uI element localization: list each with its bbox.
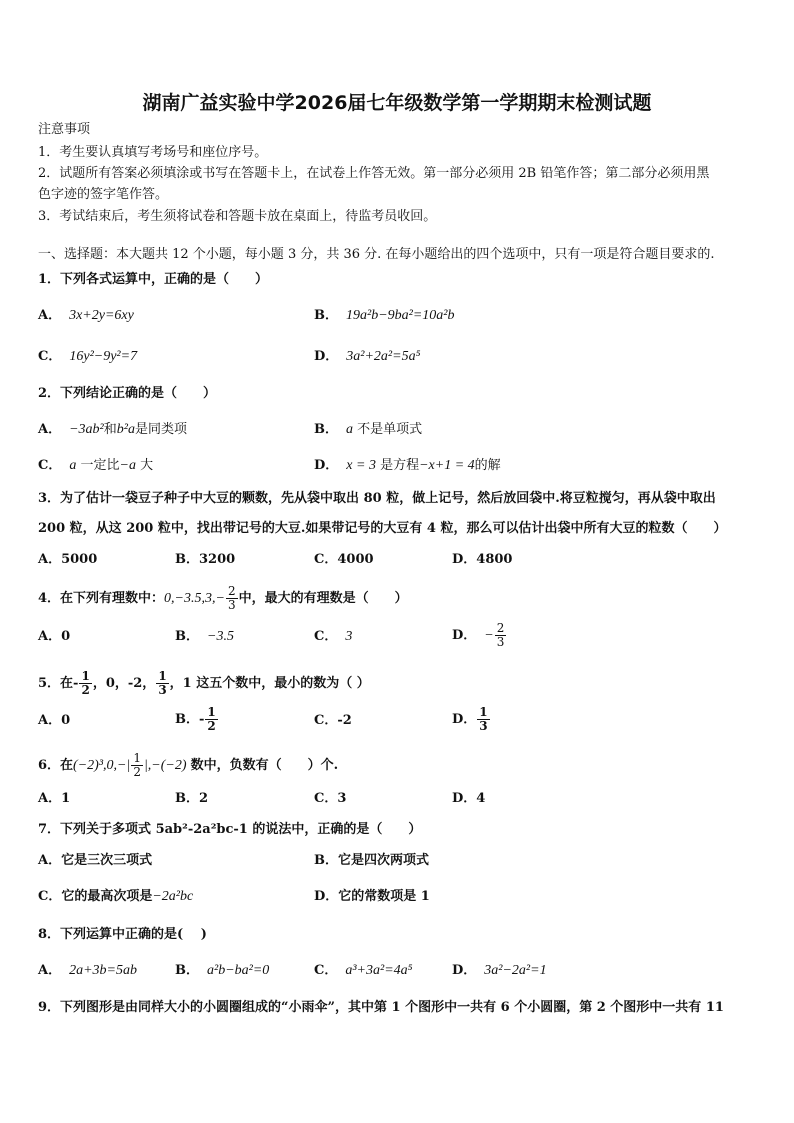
question-1-stem: 1．下列各式运算中，正确的是（ ） [38,272,269,287]
question-8-option-c: C． a³+3a²=4a⁵ [314,963,413,978]
notice-item-1: 1．考生要认真填写考场号和座位序号。 [38,145,268,160]
question-7-option-b: B．它是四次两项式 [314,853,429,868]
question-1-option-c: C． 16y²−9y²=7 [38,349,138,364]
question-5-option-c: C．-2 [314,713,352,728]
question-3-option-d: D．4800 [452,552,513,567]
question-1-option-d: D． 3a²+2a²=5a⁵ [314,349,421,364]
question-7-option-c: C．它的最高次项是−2a²bc [38,889,194,904]
question-7-option-a: A．它是三次三项式 [38,853,153,868]
question-1-option-b: B． 19a²b−9ba²=10a²b [314,308,455,323]
question-9-stem-line-1: 9．下列图形是由同样大小的小圆圈组成的“小雨伞”，其中第 1 个图形中一共有 6 个小圆圈，第 2 个图形中一共有 11 [38,1000,724,1015]
question-4-option-c: C． 3 [314,629,353,644]
question-6-option-a: A．1 [38,791,71,806]
question-5-option-b: B．- $\frac{1}{2}$ [175,705,216,733]
question-3-option-c: C．4000 [314,552,374,567]
question-6-option-c: C．3 [314,791,347,806]
section-heading: 一、选择题：本大题共 12 个小题，每小题 3 分，共 36 分. 在每小题给出的四个选项中，只有一项是符合题目要求的. [38,247,715,262]
question-6-option-d: D．4 [452,791,486,806]
question-3-stem-line-1: 3．为了估计一袋豆子种子中大豆的颗数，先从袋中取出 80 粒，做上记号，然后放回袋中.将豆粒搅匀，再从袋中取出 [38,491,716,506]
notice-heading: 注意事项 [38,122,91,137]
question-6-stem: 6．在(−2)³,0,−| $\frac{1}{2}$ |,−(−2) 数中，负数有（ ）个. [38,751,339,779]
question-2-option-b: B． a 不是单项式 [314,422,423,437]
question-5-stem: 5．在- $\frac{1}{2}$ ，0，-2， $\frac{1}{3}$ ，1 这五个数中，最小的数为（ ） [38,669,370,697]
notice-item-2: 2．试题所有答案必须填涂或书写在答题卡上，在试卷上作答无效。第一部分必须用 2B 铅笔作答；第二部分必须用黑 [38,166,710,181]
question-1-option-a: A． 3x+2y=6xy [38,308,134,323]
question-2-stem: 2．下列结论正确的是（ ） [38,386,217,401]
question-5-option-a: A．0 [38,713,71,728]
notice-item-2-cont: 色字迹的签字笔作答。 [38,187,169,202]
question-8-option-d: D． 3a²−2a²=1 [452,963,547,978]
question-4-stem: 4．在下列有理数中：0,−3.5,3,− $\frac{2}{3}$ 中，最大的有理数是（ ） [38,584,408,612]
question-8-option-a: A． 2a+3b=5ab [38,963,137,978]
question-2-option-d: D． x = 3 是方程−x+1 = 4的解 [314,458,501,473]
question-5-option-d: D． $\frac{1}{3}$ [452,705,488,733]
question-2-option-a: A． −3ab²和b²a是同类项 [38,422,187,437]
question-2-option-c: C． a 一定比−a 大 [38,458,154,473]
question-4-option-a: A．0 [38,629,71,644]
question-4-option-b: B． −3.5 [175,629,234,644]
page-title: 湖南广益实验中学2026届七年级数学第一学期期末检测试题 [142,92,652,114]
question-6-option-b: B．2 [175,791,209,806]
question-7-stem: 7．下列关于多项式 5ab²-2a²bc-1 的说法中，正确的是（ ） [38,822,422,837]
notice-item-3: 3．考试结束后，考生须将试卷和答题卡放在桌面上，待监考员收回。 [38,209,437,224]
question-7-option-d: D．它的常数项是 1 [314,889,430,904]
question-3-option-a: A．5000 [38,552,98,567]
question-8-option-b: B． a²b−ba²=0 [175,963,270,978]
question-8-stem: 8．下列运算中正确的是( ) [38,927,207,942]
question-3-option-b: B．3200 [175,552,236,567]
question-4-option-d: D． − $\frac{2}{3}$ [452,621,505,649]
question-3-stem-line-2: 200 粒，从这 200 粒中，找出带记号的大豆.如果带记号的大豆有 4 粒，那么可以估计出袋中所有大豆的粒数（ ） [38,521,727,536]
